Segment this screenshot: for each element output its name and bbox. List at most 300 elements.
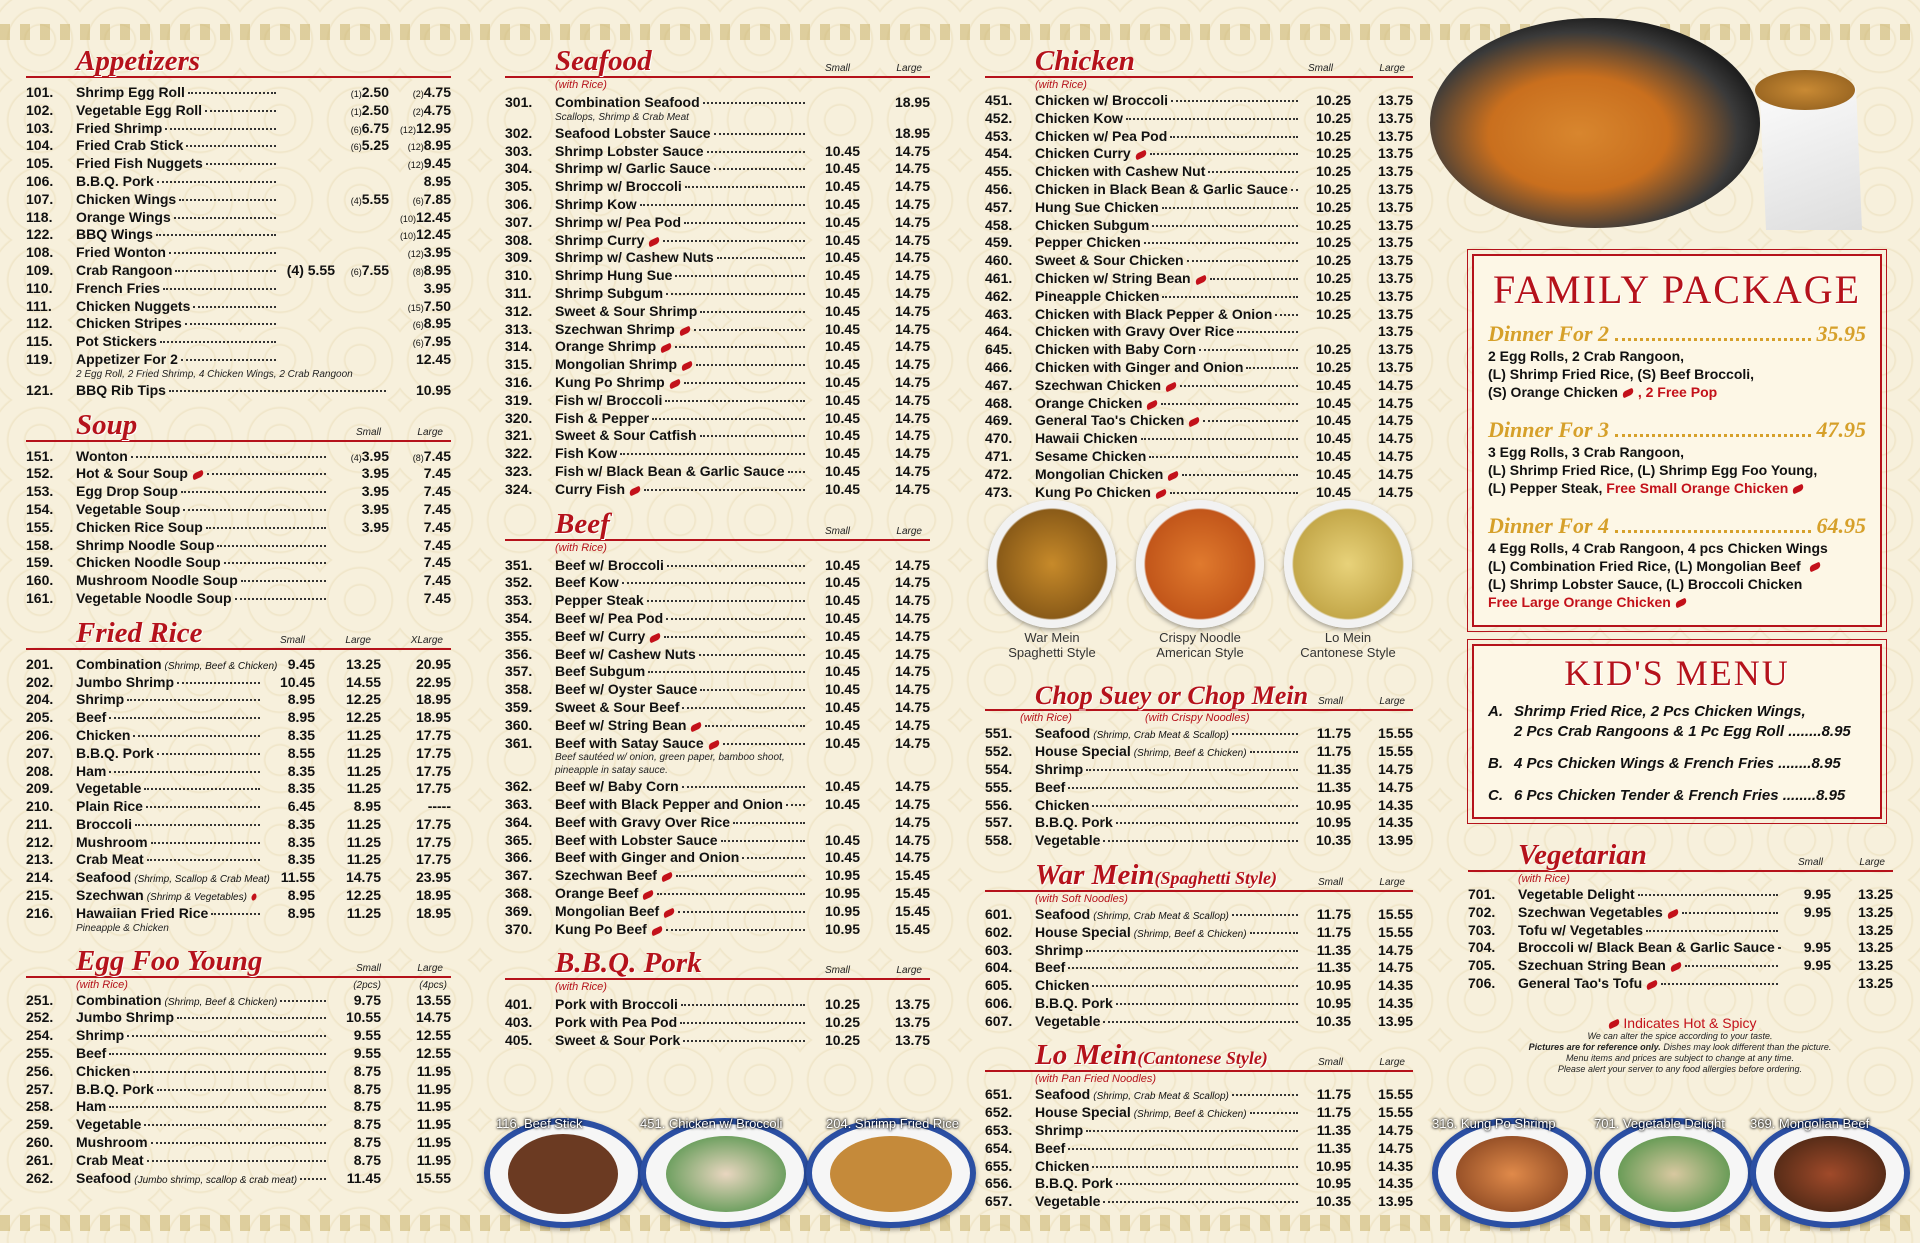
seafood-row	[505, 232, 930, 250]
egg-foo-young-subtitle: (with Rice)	[76, 978, 128, 991]
item-price-value: 8.35	[287, 762, 315, 779]
item-price-value: 13.25	[1857, 957, 1893, 974]
item-name-wrap	[1035, 466, 1301, 482]
item-number: 462.	[985, 287, 1013, 304]
item-price	[1301, 924, 1351, 940]
war-mein-rows	[985, 906, 1413, 1031]
leader-dots	[694, 329, 805, 331]
deal-last	[1488, 479, 1866, 497]
seafood-row	[505, 285, 930, 303]
item-name: Szechwan Beef	[555, 867, 657, 884]
item-price	[381, 1063, 451, 1079]
appetizer-row	[26, 244, 451, 262]
item-price-value: 14.75	[1377, 465, 1413, 482]
item-name: Shrimp Lobster Sauce	[555, 142, 704, 159]
egg-foo-young-rows	[26, 992, 451, 1188]
bbq-pork-rows	[505, 996, 930, 1049]
item-price	[808, 610, 860, 626]
item-number: 308.	[505, 231, 533, 248]
chop-suey-row	[985, 743, 1413, 761]
item-price	[389, 448, 451, 464]
deal-line: (L) Combination Fried Rice, (L) Mongolian Beef	[1488, 557, 1866, 575]
item-name-wrap	[1035, 430, 1301, 446]
item-name: Chicken with Cashew Nut	[1035, 163, 1206, 180]
item-price	[1351, 466, 1413, 482]
item-number: 257.	[26, 1080, 54, 1097]
item-name-wrap	[1035, 1013, 1301, 1029]
deal-title	[1488, 321, 1866, 347]
item-price	[808, 214, 860, 230]
item-price-value: 11.25	[346, 851, 381, 868]
item-price-value: 10.45	[824, 609, 860, 626]
item-price-value: 10.95	[1315, 1175, 1351, 1192]
item-price	[1351, 145, 1413, 161]
seafood-col-large: Large	[896, 63, 922, 74]
item-price-value: 14.75	[894, 338, 930, 355]
item-price	[329, 1098, 381, 1114]
item-price	[1351, 323, 1413, 339]
item-price-value: 14.75	[894, 391, 930, 408]
item-name-wrap	[76, 1134, 329, 1150]
item-name: Shrimp w/ Garlic Sauce	[555, 160, 711, 177]
item-price	[1301, 1158, 1351, 1174]
item-price-value: 9.55	[353, 1045, 381, 1062]
item-price	[808, 867, 860, 883]
item-price-value: 14.75	[1377, 959, 1413, 976]
item-price	[808, 735, 860, 751]
item-name-wrap	[76, 120, 279, 136]
item-price	[808, 717, 860, 733]
item-name: Chicken w/ Broccoli	[1035, 92, 1169, 108]
chicken-row	[985, 252, 1413, 270]
beef-row	[505, 646, 930, 664]
kids-menu-box	[1472, 644, 1882, 819]
item-number: 321.	[505, 427, 533, 444]
kids-text: 2 Pcs Crab Rangoons & 1 Pc Egg Roll ........8.95	[1514, 723, 1851, 740]
item-name: Sweet & Sour Shrimp	[555, 302, 698, 319]
item-number: 472.	[985, 465, 1013, 482]
leader-dots	[1199, 349, 1298, 351]
item-number: 306.	[505, 195, 533, 212]
chicken-row	[985, 430, 1413, 448]
leader-dots	[666, 293, 805, 295]
leader-dots	[1144, 242, 1298, 244]
item-name: Orange Shrimp	[555, 338, 657, 355]
item-price	[808, 196, 860, 212]
item-number: 365.	[505, 831, 533, 848]
item-name-wrap	[555, 214, 808, 230]
fried-rice-row	[26, 763, 451, 781]
item-price-value: 14.75	[894, 734, 930, 751]
deal-title	[1488, 513, 1866, 539]
item-note: (Shrimp, Beef & Chicken)	[164, 996, 278, 1008]
chop-suey-col-small: Small	[1317, 696, 1343, 708]
family-package-box	[1472, 254, 1882, 627]
item-price	[808, 832, 860, 848]
item-price	[1301, 199, 1351, 215]
hot-pepper-icon	[690, 721, 703, 732]
item-price-value: 10.25	[824, 1014, 860, 1031]
item-price-value: 8.95	[423, 172, 451, 189]
item-name-wrap	[76, 655, 278, 672]
item-price	[808, 249, 860, 265]
item-qty: (4)	[350, 195, 362, 206]
item-price	[263, 763, 315, 779]
item-price	[381, 745, 451, 761]
item-qty: (15)	[407, 302, 424, 313]
chicken-row	[985, 341, 1413, 359]
item-price	[1301, 743, 1351, 759]
mongolian-beef-image	[1750, 1118, 1910, 1228]
item-price	[381, 763, 451, 779]
item-name-wrap	[555, 321, 808, 337]
item-number: 304.	[505, 160, 533, 177]
item-name: Beef w/ Curry	[555, 627, 646, 644]
item-name-wrap	[1035, 323, 1301, 339]
item-price	[860, 392, 930, 408]
leader-dots	[1068, 1148, 1298, 1150]
item-price	[389, 102, 451, 118]
item-name: Mongolian Shrimp	[555, 356, 678, 373]
item-number: 301.	[505, 94, 533, 110]
leader-dots	[181, 359, 276, 361]
leader-dots	[700, 311, 805, 313]
war-mein-col-small: Small	[1317, 876, 1343, 888]
item-price-value: 14.75	[894, 160, 930, 177]
item-price	[381, 1116, 451, 1132]
item-name-wrap	[76, 1116, 329, 1132]
seafood-row	[505, 160, 930, 178]
legend-line-2a: Pictures are for reference only.	[1528, 1042, 1661, 1052]
item-name: Egg Drop Soup	[76, 483, 178, 500]
leader-dots	[1646, 930, 1778, 932]
leader-dots	[676, 875, 805, 877]
hot-pepper-icon	[1607, 1019, 1620, 1030]
chicken-row	[985, 323, 1413, 341]
chicken-row	[985, 448, 1413, 466]
item-price-value: 17.75	[415, 780, 451, 797]
item-name-wrap	[1035, 484, 1301, 500]
item-price-value: 13.75	[1377, 305, 1413, 322]
item-number: 605.	[985, 977, 1013, 994]
chicken-row	[985, 484, 1413, 502]
item-price	[860, 903, 930, 919]
item-name-wrap	[555, 610, 808, 626]
vegetarian-row	[1468, 939, 1893, 957]
bbq-pork-col-large: Large	[896, 965, 922, 977]
item-name: Mongolian Chicken	[1035, 465, 1164, 482]
vegetarian-section	[1468, 838, 1893, 1001]
bbq-pork-title: B.B.Q. Pork	[555, 947, 702, 980]
item-price-value: 11.75	[1316, 725, 1351, 742]
shrimp-fried-rice-image	[806, 1118, 976, 1228]
item-price-value: 15.45	[894, 902, 930, 919]
item-price	[1351, 234, 1413, 250]
leader-dots	[156, 234, 276, 236]
item-name: General Tao's Tofu	[1518, 974, 1643, 991]
item-name: Chicken Kow	[1035, 109, 1123, 126]
lo-mein-rows	[985, 1086, 1413, 1211]
appetizer-row	[26, 315, 451, 333]
item-price-value: 14.75	[894, 480, 930, 497]
item-number: 353.	[505, 592, 533, 609]
leader-dots	[640, 204, 805, 206]
item-price	[263, 709, 315, 725]
war-mein-row	[985, 959, 1413, 977]
item-price	[860, 574, 930, 590]
item-price	[381, 1098, 451, 1114]
item-number: 161.	[26, 589, 54, 606]
item-price-value: 14.75	[1377, 760, 1413, 777]
item-price-value: 11.35	[1316, 778, 1351, 795]
item-price-value: 10.45	[824, 302, 860, 319]
item-price-value: 5.55	[361, 190, 389, 207]
leader-dots	[127, 699, 260, 701]
item-name-wrap	[76, 1045, 329, 1061]
item-name-wrap	[1035, 1140, 1301, 1156]
leader-dots	[1291, 189, 1298, 191]
item-price	[860, 996, 930, 1012]
item-price-value: 14.75	[894, 373, 930, 390]
leader-dots	[699, 654, 805, 656]
item-price-value: 15.45	[894, 867, 930, 884]
item-name-wrap	[555, 267, 808, 283]
leader-dots	[648, 671, 805, 673]
item-price-value: 10.95	[824, 885, 860, 902]
item-price-value: 11.95	[416, 1098, 451, 1115]
chicken-row	[985, 288, 1413, 306]
item-qty: (12)	[407, 249, 424, 260]
item-number: 469.	[985, 412, 1013, 429]
soup-row	[26, 483, 451, 501]
item-number: 355.	[505, 627, 533, 644]
leader-dots	[280, 1000, 326, 1002]
item-price	[1351, 814, 1413, 830]
item-price	[1831, 904, 1893, 920]
item-qty: (10)	[399, 213, 416, 224]
item-name: Vegetable Noodle Soup	[76, 589, 232, 606]
kids-price: 8.95	[1816, 787, 1846, 804]
item-price	[381, 887, 451, 903]
war-mein-header	[985, 858, 1413, 905]
leader-dots	[133, 1071, 326, 1073]
fried-rice-rows	[26, 656, 451, 936]
lo-mein-col-large: Large	[1379, 1057, 1405, 1069]
appetizers-title: Appetizers	[76, 45, 201, 77]
item-name: Shrimp Subgum	[555, 284, 664, 301]
item-name-wrap	[555, 778, 808, 794]
item-price	[381, 851, 451, 867]
item-name-wrap	[555, 717, 808, 733]
fried-rice-row	[26, 905, 451, 923]
leader-dots	[193, 306, 276, 308]
item-name: Fried Shrimp	[76, 119, 163, 136]
item-price-value: 13.95	[1377, 1193, 1413, 1210]
item-price	[1301, 832, 1351, 848]
item-price	[1351, 252, 1413, 268]
leader-dots	[682, 707, 805, 709]
item-price	[1781, 957, 1831, 973]
item-price-value: 7.45	[423, 447, 451, 464]
item-price	[381, 656, 451, 672]
fried-rice-section	[26, 616, 451, 936]
item-price	[315, 674, 381, 690]
item-price-value: 18.95	[415, 709, 451, 726]
leader-dots	[169, 252, 276, 254]
item-price-value: 15.55	[415, 1169, 451, 1186]
item-number: 651.	[985, 1086, 1013, 1103]
item-price-value: 14.75	[1377, 778, 1413, 795]
item-name: Chicken Wings	[76, 190, 177, 207]
chicken-title: Chicken	[1035, 45, 1135, 77]
hot-pepper-icon	[1666, 909, 1679, 920]
leader-dots	[1152, 225, 1298, 227]
item-price-value: 10.35	[1315, 1193, 1351, 1210]
leader-dots	[217, 545, 326, 547]
item-price	[1351, 725, 1413, 741]
item-price	[1301, 448, 1351, 464]
item-price-value: 11.35	[1316, 941, 1351, 958]
item-price-value: 14.75	[894, 142, 930, 159]
item-name-wrap	[1035, 995, 1301, 1011]
item-price-value: 14.75	[415, 1009, 451, 1026]
item-number: 207.	[26, 744, 54, 761]
item-number: 315.	[505, 356, 533, 373]
leader-dots	[678, 911, 805, 913]
leader-dots	[1161, 403, 1298, 405]
item-name: Shrimp Noodle Soup	[76, 536, 215, 553]
item-price-value: 8.95	[287, 709, 315, 726]
item-price	[329, 1045, 381, 1061]
item-name-wrap	[555, 481, 808, 497]
leader-dots	[1092, 805, 1298, 807]
item-name-wrap	[1035, 395, 1301, 411]
leader-dots	[700, 689, 805, 691]
item-name-wrap	[1035, 797, 1301, 813]
leader-dots	[169, 390, 386, 392]
item-price-value: 12.25	[345, 887, 381, 904]
item-name: Shrimp	[76, 1027, 125, 1044]
beef-header	[505, 507, 930, 554]
item-price	[860, 717, 930, 733]
item-number: 112.	[26, 315, 53, 332]
appetizers-section	[26, 44, 451, 400]
soup-col-small: Small	[355, 426, 381, 438]
hot-pepper-icon	[1674, 598, 1687, 609]
egg-foo-young-col-small: Small	[355, 962, 381, 974]
item-price	[389, 590, 451, 606]
item-name: Beef w/ Broccoli	[555, 556, 664, 573]
item-name: B.B.Q. Pork	[1035, 814, 1113, 831]
item-price	[808, 628, 860, 644]
soup-row	[26, 501, 451, 519]
war-mein-row	[985, 924, 1413, 942]
item-name: Fish w/ Black Bean & Garlic Sauce	[555, 462, 785, 479]
item-price-value: 17.75	[415, 762, 451, 779]
item-price	[315, 816, 381, 832]
leader-dots	[133, 735, 260, 737]
item-name-wrap	[555, 196, 808, 212]
deal-last	[1488, 383, 1866, 401]
legend-line-2	[1500, 1042, 1860, 1053]
item-price-value: 13.75	[1377, 287, 1413, 304]
item-name: Shrimp Curry	[555, 231, 645, 248]
soup-header	[26, 408, 451, 442]
item-price	[329, 1134, 381, 1150]
item-price	[1301, 92, 1351, 108]
item-price-value: 13.75	[1377, 198, 1413, 215]
item-name-wrap	[555, 996, 808, 1012]
leader-dots	[151, 1142, 326, 1144]
item-name-wrap	[76, 554, 329, 570]
chicken-row	[985, 412, 1413, 430]
item-price-value: 18.95	[894, 124, 930, 141]
item-price	[808, 996, 860, 1012]
item-name-wrap	[1035, 1104, 1301, 1120]
war-mein-image	[988, 500, 1116, 628]
item-price	[381, 1009, 451, 1025]
item-price	[381, 1134, 451, 1150]
item-price-value: 8.35	[287, 726, 315, 743]
noodle-style: Cantonese Style	[1300, 645, 1396, 660]
seafood-row	[505, 267, 930, 285]
item-name-wrap	[555, 574, 808, 590]
item-price	[329, 448, 389, 464]
item-price	[335, 191, 389, 207]
item-price	[1351, 1175, 1413, 1191]
war-mein-title-style: (Spaghetti Style)	[1154, 867, 1278, 888]
item-number: 702.	[1468, 903, 1496, 920]
item-name: Seafood	[76, 1169, 132, 1186]
kids-letter: A.	[1488, 703, 1503, 720]
item-name-wrap	[555, 735, 808, 751]
item-price-value: 12.55	[415, 1027, 451, 1044]
item-name: Kung Po Chicken	[1035, 483, 1151, 500]
kids-menu-title: KID'S MENU	[1564, 653, 1790, 693]
lo-mein-title: Lo Mein(Cantonese Style)	[1035, 1039, 1268, 1072]
item-price	[860, 867, 930, 883]
item-price-value: 14.75	[1377, 430, 1413, 447]
item-name: Pork with Broccoli	[555, 996, 678, 1013]
item-price	[389, 298, 451, 314]
item-note: (Shrimp, Beef & Chicken)	[164, 660, 278, 672]
soup-row	[26, 572, 451, 590]
item-number: 208.	[26, 762, 54, 779]
item-number: 102.	[26, 101, 54, 118]
item-name-wrap	[76, 448, 329, 464]
fried-rice-row	[26, 745, 451, 763]
item-name-wrap	[555, 849, 808, 865]
item-price-value: 13.25	[1857, 974, 1893, 991]
item-price	[279, 262, 335, 278]
leader-dots	[151, 842, 260, 844]
item-name: B.B.Q. Pork	[76, 744, 154, 761]
item-name-wrap	[1518, 886, 1781, 902]
war-mein-col-large: Large	[1379, 876, 1405, 888]
item-name-wrap	[555, 796, 808, 812]
item-name-wrap	[76, 298, 279, 314]
item-price-value: 13.75	[894, 1014, 930, 1031]
seafood-col-small: Small	[824, 63, 850, 74]
fried-rice-row	[26, 709, 451, 727]
item-price-value: 9.95	[1803, 903, 1831, 920]
item-price	[1351, 377, 1413, 393]
item-name-wrap	[555, 94, 808, 110]
item-price	[1351, 977, 1413, 993]
fried-rice-row	[26, 816, 451, 834]
leader-dots	[685, 186, 805, 188]
item-number: 464.	[985, 323, 1013, 340]
